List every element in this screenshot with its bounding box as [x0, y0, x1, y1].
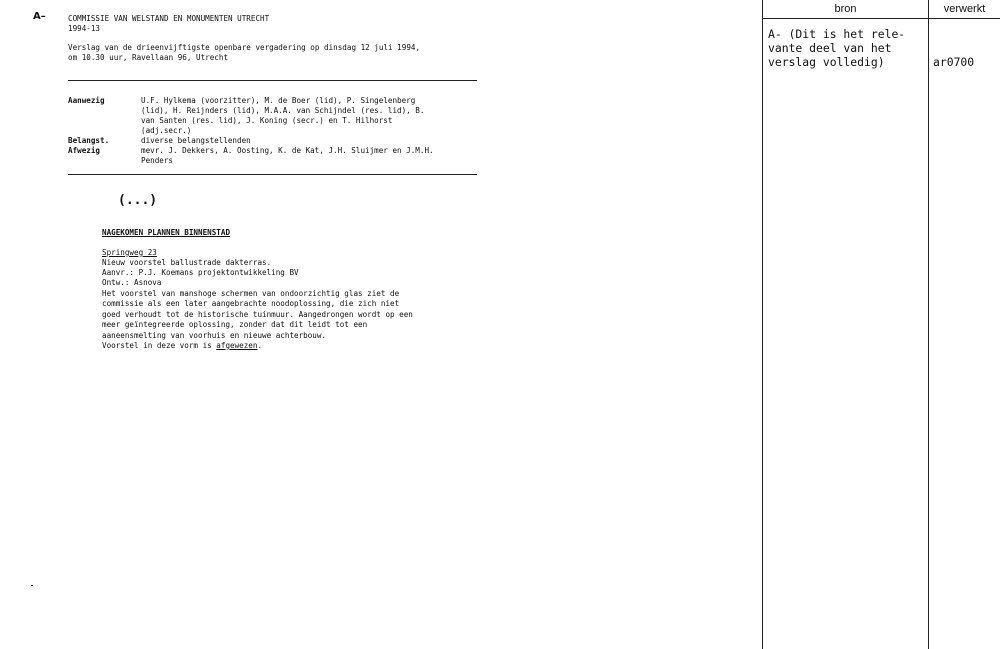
- item-line-3: Ontw.: Asnova: [102, 278, 162, 287]
- item-line-2: Aanvr.: P.J. Koemans projektontwikkeling BV: [102, 268, 299, 277]
- omission-ellipsis: (...): [118, 193, 158, 208]
- conclusion-prefix: Voorstel in deze vorm is: [102, 341, 217, 350]
- interested-label: Belangst.: [68, 136, 110, 145]
- column-header-verwerkt: verwerkt: [943, 3, 986, 15]
- item-address: Springweg 23: [102, 248, 157, 257]
- panel-border-left: [762, 0, 763, 649]
- item-line-8: aaneensmelting van voorhuis en nieuwe achterbouw.: [102, 331, 327, 340]
- item-conclusion: [102, 341, 262, 350]
- panel-column-divider: [928, 0, 929, 649]
- divider-bottom: [68, 174, 477, 175]
- absent-label: Afwezig: [68, 146, 101, 155]
- absent-line-1: mevr. J. Dekkers, A. Oosting, K. de Kat, J.H. Sluijmer en J.M.H.: [141, 146, 434, 155]
- org-name: COMMISSIE VAN WELSTAND EN MONUMENTEN UTRECHT: [68, 14, 270, 23]
- item-line-4: Het voorstel van manshoge schermen van ondoorzichtig glas ziet de: [102, 289, 400, 298]
- item-line-1: Nieuw voorstel ballustrade dakterras.: [102, 258, 272, 267]
- interested-text: diverse belangstellenden: [141, 136, 251, 145]
- scan-speck: [31, 585, 33, 586]
- present-line-4: (adj.secr.): [141, 126, 192, 135]
- panel-header-rule: [762, 18, 1000, 19]
- section-title: NAGEKOMEN PLANNEN BINNENSTAD: [102, 228, 231, 237]
- item-line-5: commissie als een later aangebrachte noodoplossing, die zich niet: [102, 299, 400, 308]
- divider-top: [68, 80, 477, 81]
- document-marker: A–: [33, 11, 46, 22]
- present-line-3: van Santen (res. lid), J. Koning (secr.) en T. Hilhorst: [141, 116, 393, 125]
- report-line-1: Verslag van de drieenvijftigste openbare vergadering op dinsdag 12 juli 1994,: [68, 43, 421, 52]
- report-number: 1994-13: [68, 24, 101, 33]
- absent-line-2: Penders: [141, 156, 174, 165]
- item-line-7: meer geïntegreerde oplossing, zonder dat dit leidt tot een: [102, 320, 368, 329]
- conclusion-decision: afgewezen: [216, 341, 258, 350]
- report-line-2: om 10.30 uur, Ravellaan 96, Utrecht: [68, 53, 229, 62]
- verwerkt-code: ar0700: [933, 55, 975, 69]
- present-line-1: U.F. Hylkema (voorzitter), M. de Boer (lid), P. Singelenberg: [141, 96, 416, 105]
- present-label: Aanwezig: [68, 96, 105, 105]
- present-line-2: (lid), H. Reijnders (lid), M.A.A. van Schijndel (res. lid), B.: [141, 106, 425, 115]
- column-header-bron: bron: [834, 3, 857, 15]
- conclusion-suffix: .: [257, 341, 263, 350]
- item-line-6: goed verhoudt tot de historische tuinmuur. Aangedrongen wordt op een: [102, 310, 413, 319]
- bron-note: A- (Dit is het rele- vante deel van het verslag volledig): [768, 27, 906, 69]
